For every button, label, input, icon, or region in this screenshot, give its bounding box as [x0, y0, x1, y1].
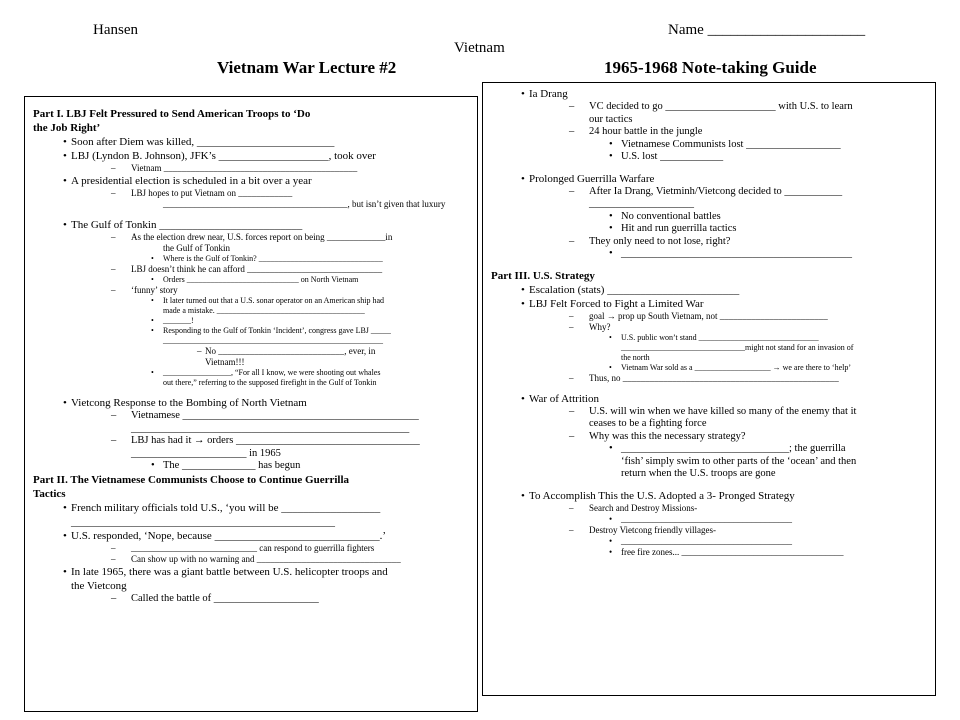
note-line	[491, 503, 929, 514]
dash-marker: –	[569, 101, 575, 112]
bullet-marker: •	[63, 501, 67, 514]
note-line	[33, 410, 471, 423]
dash-marker: –	[569, 430, 575, 442]
spacer	[491, 164, 929, 172]
note-text: ____________________________________________	[621, 248, 852, 259]
note-text: Can show up with no warning and ________________________________	[131, 553, 401, 564]
dash-marker: –	[569, 524, 574, 535]
dash-marker: –	[569, 321, 574, 332]
note-text: Orders ____________________________ on North Vietnam	[163, 275, 359, 284]
note-text: LBJ has had it → orders ___________________________________	[131, 435, 420, 446]
note-text: It later turned out that a U.S. sonar operator on an American ship had	[163, 296, 385, 305]
bullet-marker: •	[151, 368, 154, 377]
dash-marker: –	[569, 185, 575, 197]
note-line	[33, 188, 471, 199]
note-text: 24 hour battle in the jungle	[589, 126, 703, 137]
note-text: _________________________________________, but isn’t given that luxury	[163, 199, 446, 209]
note-text: French military officials told U.S., ‘you will be __________________	[71, 501, 381, 514]
note-text: No ____________________________, ever, in	[205, 346, 376, 356]
note-line	[491, 406, 929, 419]
bullet-marker: •	[609, 332, 612, 342]
note-text: ceases to be a fighting force	[589, 418, 707, 429]
note-text: LBJ Felt Forced to Fight a Limited War	[529, 297, 704, 310]
bullet-marker: •	[609, 151, 613, 162]
bullet-marker: •	[521, 88, 525, 100]
note-line	[33, 316, 471, 326]
note-line	[491, 333, 929, 343]
note-text: War of Attrition	[529, 392, 599, 405]
subject-heading: Vietnam	[454, 40, 505, 56]
note-line	[33, 275, 471, 285]
student-name-field[interactable]: Name _____________________	[668, 22, 866, 38]
bullet-marker: •	[63, 150, 67, 162]
bullet-marker: •	[63, 219, 67, 231]
note-line	[491, 392, 929, 406]
note-text: Why was this the necessary strategy?	[589, 430, 746, 442]
note-line	[33, 368, 471, 378]
bullet-marker: •	[151, 316, 154, 325]
note-text: Ia Drang	[529, 88, 568, 100]
note-text: Part II. The Vietnamese Communists Choose to Continue Guerrilla	[33, 473, 350, 486]
note-text: _______!	[163, 316, 194, 325]
note-text: the north	[621, 352, 650, 362]
bullet-marker: •	[63, 136, 67, 148]
spacer	[491, 384, 929, 392]
note-text: The ______________ has begun	[163, 460, 301, 471]
note-text: Soon after Diem was killed, _________________________	[71, 136, 335, 148]
note-line	[491, 236, 929, 249]
note-line	[33, 149, 471, 163]
note-text: U.S. will win when we have killed so many of the enemy that it	[589, 405, 857, 417]
note-text: U.S. lost ____________	[621, 151, 724, 162]
note-text: No conventional battles	[621, 210, 721, 222]
dash-marker: –	[569, 405, 575, 417]
note-line	[33, 336, 471, 346]
note-text: Vietcong Response to the Bombing of North Vietnam	[71, 397, 307, 409]
note-line	[491, 363, 929, 373]
note-line	[491, 468, 929, 481]
note-text: Vietnam War sold as a ___________________ → we are there to ‘help’	[621, 362, 852, 372]
note-line	[491, 172, 929, 186]
note-text: ________________________________________________	[71, 515, 335, 528]
note-text: ‘funny’ story	[131, 285, 178, 295]
dash-marker: –	[111, 264, 116, 274]
teacher-name: Hansen	[93, 22, 138, 38]
note-line	[491, 547, 929, 558]
bullet-marker: •	[151, 275, 154, 284]
note-text: Search and Destroy Missions-	[589, 502, 698, 513]
note-text: Called the battle of ____________________	[131, 592, 319, 604]
left-notes-panel	[24, 96, 478, 712]
note-text: ________________________________; the guerrilla	[621, 443, 846, 454]
note-line	[33, 579, 471, 593]
note-line	[33, 487, 471, 501]
note-text: out there,” referring to the supposed firefight in the Gulf of Tonkin	[163, 378, 377, 387]
note-line	[33, 199, 471, 210]
dash-marker: –	[111, 435, 117, 446]
note-text: LBJ (Lyndon B. Johnson), JFK’s ____________________, took over	[71, 150, 376, 162]
note-line	[33, 515, 471, 529]
bullet-marker: •	[521, 392, 525, 405]
note-line	[491, 322, 929, 333]
note-text: U.S. responded, ‘Nope, because ______________________________.’	[71, 529, 386, 542]
note-line	[491, 211, 929, 224]
bullet-marker: •	[521, 283, 525, 296]
note-text: ______________________________________	[621, 513, 792, 524]
note-text: ____________________________ can respond to guerrilla fighters	[131, 542, 375, 553]
bullet-marker: •	[609, 513, 613, 524]
bullet-marker: •	[63, 175, 67, 187]
note-text: LBJ doesn’t think he can afford ______________________________	[131, 264, 383, 274]
bullet-marker: •	[151, 460, 155, 471]
bullet-marker: •	[63, 397, 67, 409]
bullet-marker: •	[609, 223, 613, 234]
dash-marker: –	[111, 553, 116, 564]
note-text: U.S. public won’t stand ______________________________	[621, 332, 819, 342]
note-text: Destroy Vietcong friendly villages-	[589, 524, 717, 535]
note-line	[33, 121, 471, 135]
note-text: free fire zones... ____________________________________	[621, 546, 844, 557]
note-text: _____________________________________________________	[131, 422, 410, 434]
note-line	[491, 126, 929, 139]
dash-marker: –	[111, 188, 116, 198]
note-line	[33, 357, 471, 368]
bullet-marker: •	[521, 172, 525, 185]
note-line	[33, 378, 471, 388]
spacer	[33, 210, 471, 218]
note-text: Vietnamese Communists lost __________________	[621, 138, 841, 150]
note-text: ______________________ in 1965	[131, 447, 281, 459]
lecture-title: Vietnam War Lecture #2	[217, 58, 397, 77]
note-text: Vietnam ___________________________________________	[131, 163, 358, 173]
note-line	[491, 283, 929, 297]
note-line	[491, 456, 929, 469]
note-line	[33, 448, 471, 461]
note-text: To Accomplish This the U.S. Adopted a 3- Pronged Strategy	[529, 489, 795, 502]
note-line	[33, 543, 471, 554]
note-text: _______________________________might not stand for an invasion of	[621, 342, 854, 352]
note-line	[491, 139, 929, 152]
note-text: Where is the Gulf of Tonkin? _______________________________	[163, 254, 383, 263]
note-line	[33, 218, 471, 232]
bullet-marker: •	[609, 248, 613, 259]
note-text: The Gulf of Tonkin __________________________	[71, 219, 303, 231]
note-line	[491, 223, 929, 236]
note-line	[491, 151, 929, 164]
note-line	[33, 296, 471, 306]
dash-marker: –	[111, 592, 117, 604]
note-text: Prolonged Guerrilla Warfare	[529, 172, 655, 185]
bullet-marker: •	[151, 326, 154, 335]
note-line	[33, 396, 471, 410]
note-text: made a mistake. _____________________________________	[163, 306, 365, 315]
bullet-marker: •	[609, 362, 612, 372]
note-line	[33, 163, 471, 174]
note-line	[33, 565, 471, 579]
note-text: Thus, no ________________________________________________	[589, 372, 839, 383]
dash-marker: –	[197, 346, 202, 356]
dash-marker: –	[111, 163, 116, 173]
note-line	[33, 593, 471, 606]
note-line	[491, 373, 929, 384]
bullet-marker: •	[609, 210, 613, 222]
bullet-marker: •	[521, 489, 525, 502]
spacer	[33, 388, 471, 396]
dash-marker: –	[111, 285, 116, 295]
note-line	[491, 87, 929, 101]
note-line	[33, 326, 471, 336]
note-line	[33, 473, 471, 487]
note-text: Vietnamese _____________________________________________	[131, 410, 419, 421]
note-text: Why?	[589, 321, 611, 332]
note-line	[33, 554, 471, 565]
note-line	[33, 264, 471, 275]
note-line	[491, 186, 929, 199]
note-text: Hit and run guerrilla tactics	[621, 223, 737, 234]
note-text: VC decided to go _____________________ with U.S. to learn	[589, 101, 853, 112]
note-text: Tactics	[33, 487, 66, 500]
note-text: the Job Right’	[33, 122, 101, 134]
note-text: Responding to the Gulf of Tonkin ‘Incident’, congress gave LBJ _____	[163, 326, 391, 335]
note-text: Escalation (stats) ________________________	[529, 283, 740, 296]
dash-marker: –	[569, 502, 574, 513]
note-line	[491, 297, 929, 311]
note-text: In late 1965, there was a giant battle between U.S. helicopter troops and	[71, 565, 388, 578]
note-line	[491, 514, 929, 525]
spacer	[491, 261, 929, 269]
note-line	[33, 460, 471, 473]
note-text: our tactics	[589, 113, 633, 125]
spacer	[491, 481, 929, 489]
bullet-marker: •	[63, 565, 67, 578]
note-line	[491, 101, 929, 114]
note-line	[491, 114, 929, 127]
note-line	[491, 443, 929, 456]
note-text: Part III. U.S. Strategy	[491, 269, 595, 282]
note-line	[491, 248, 929, 261]
note-text: goal → prop up South Vietnam, not ________________________	[589, 310, 828, 321]
dash-marker: –	[569, 126, 575, 137]
note-line	[33, 243, 471, 254]
note-line	[491, 311, 929, 322]
note-line	[491, 353, 929, 363]
note-line	[33, 285, 471, 296]
dash-marker: –	[111, 410, 117, 421]
note-line	[33, 232, 471, 243]
right-notes-panel	[482, 82, 936, 696]
note-line	[33, 107, 471, 121]
bullet-marker: •	[151, 296, 154, 305]
note-text: They only need to not lose, right?	[589, 235, 731, 247]
note-line	[491, 269, 929, 283]
note-text: return when the U.S. troops are gone	[621, 468, 776, 479]
guide-title: 1965-1968 Note-taking Guide	[604, 58, 817, 77]
dash-marker: –	[569, 235, 575, 247]
note-line	[491, 489, 929, 503]
note-line	[33, 435, 471, 448]
bullet-marker: •	[609, 546, 613, 557]
note-line	[33, 306, 471, 316]
note-line	[491, 525, 929, 536]
note-line	[491, 431, 929, 444]
bullet-marker: •	[63, 529, 67, 542]
dash-marker: –	[569, 372, 574, 383]
note-text: ______________________________________	[621, 535, 792, 546]
note-text: LBJ hopes to put Vietnam on ____________	[131, 188, 293, 198]
note-line	[491, 536, 929, 547]
note-line	[33, 529, 471, 543]
note-line	[33, 423, 471, 436]
dash-marker: –	[111, 542, 116, 553]
note-line	[33, 346, 471, 357]
note-text: ‘fish’ simply swim to other parts of the ‘ocean’ and then	[621, 455, 857, 467]
bullet-marker: •	[609, 535, 613, 546]
bullet-marker: •	[151, 254, 154, 263]
note-text: As the election drew near, U.S. forces report on being _____________in	[131, 232, 393, 242]
note-text: the Vietcong	[71, 579, 127, 592]
note-line	[33, 174, 471, 188]
note-text: A presidential election is scheduled in a bit over a year	[71, 175, 312, 187]
dash-marker: –	[111, 232, 116, 242]
note-line	[491, 418, 929, 431]
note-text: After Ia Drang, Vietminh/Vietcong decided to ___________	[589, 185, 843, 197]
note-text: Vietnam!!!	[205, 357, 245, 367]
bullet-marker: •	[609, 443, 613, 454]
bullet-marker: •	[521, 297, 525, 310]
note-text: _________________, “For all I know, we were shooting out whales	[163, 368, 381, 377]
note-text: _______________________________________________________	[163, 336, 383, 345]
note-line	[33, 135, 471, 149]
note-line	[33, 501, 471, 515]
note-line	[491, 198, 929, 211]
bullet-marker: •	[609, 138, 613, 150]
dash-marker: –	[569, 310, 574, 321]
note-line	[491, 343, 929, 353]
note-text: the Gulf of Tonkin	[163, 243, 230, 253]
note-text: ____________________	[589, 198, 694, 209]
note-text: Part I. LBJ Felt Pressured to Send American Troops to ‘Do	[33, 108, 311, 120]
note-line	[33, 254, 471, 264]
